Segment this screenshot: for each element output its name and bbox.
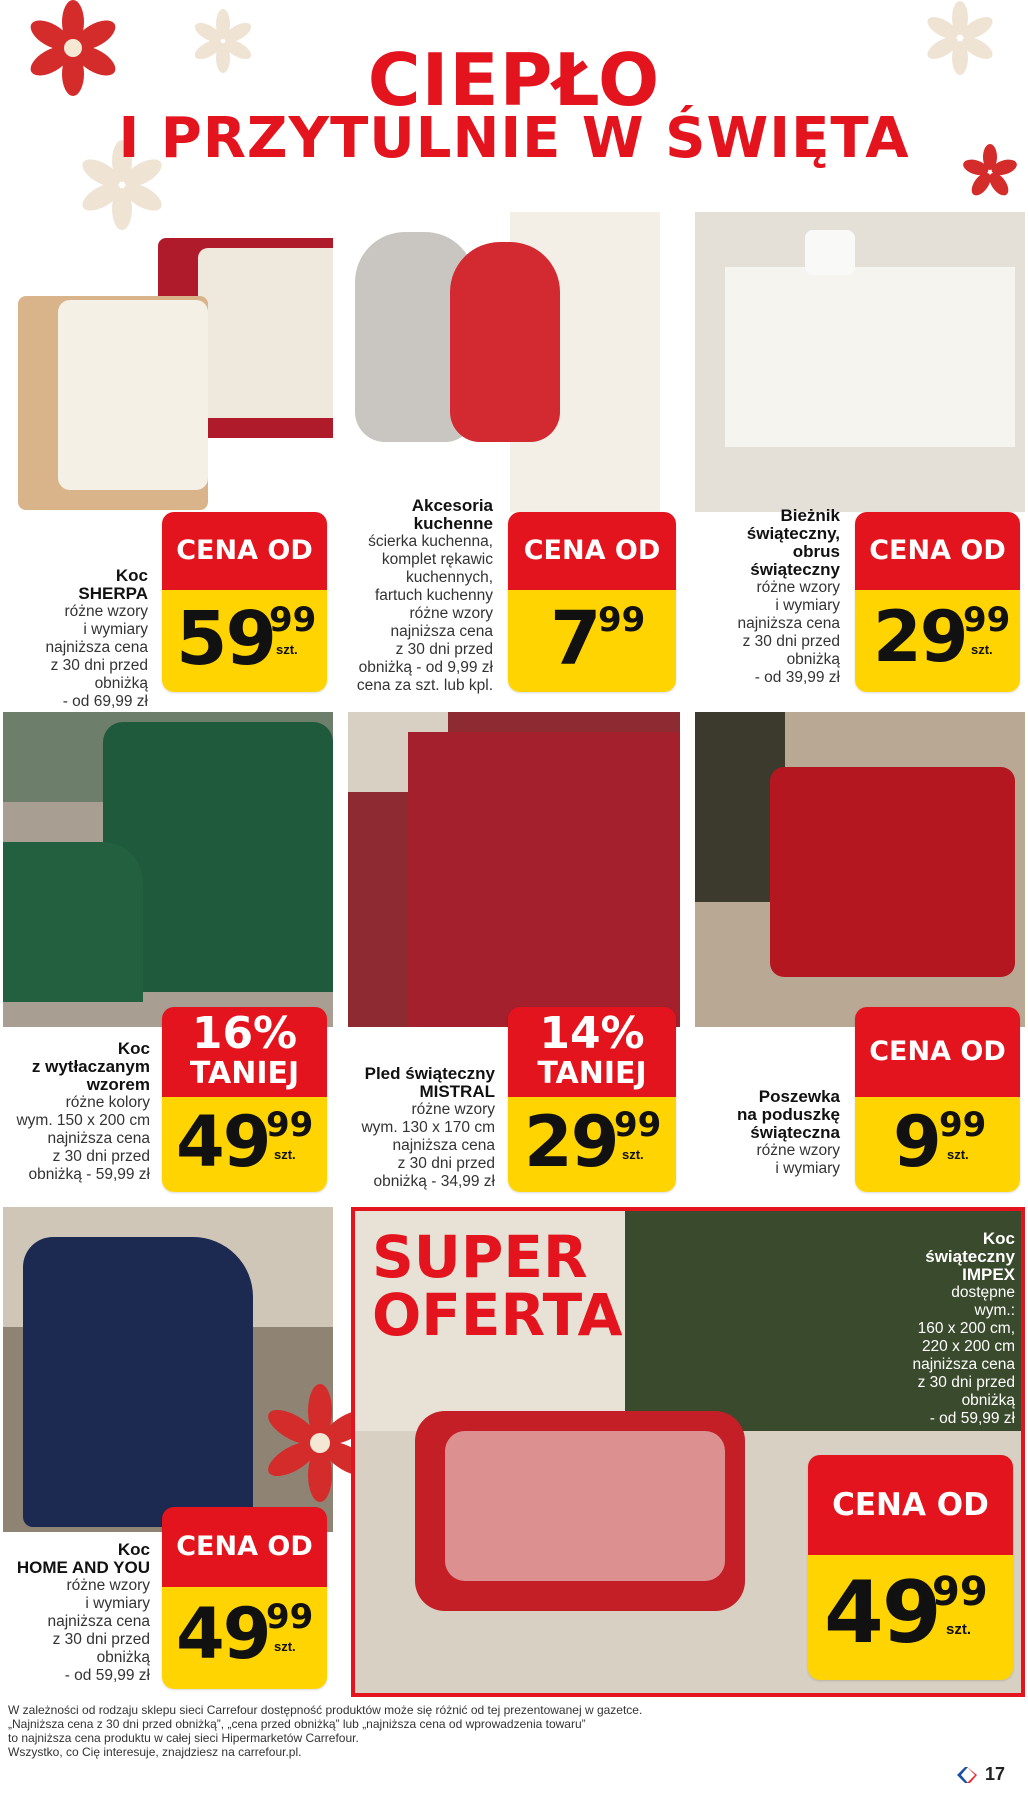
detail-line: wym. 150 x 200 cm (16, 1112, 150, 1129)
price-unit: szt. (947, 1147, 969, 1162)
detail-line: i wymiary (83, 621, 148, 638)
detail-line: cena za szt. lub kpl. (356, 677, 493, 694)
product-name: IMPEX (962, 1265, 1015, 1284)
footer-line: „Najniższa cena z 30 dni przed obniżką”, „cena przed obniżką” lub „najniższa cena od wprowadzenia towaru” (8, 1717, 586, 1731)
product-image-poszewka (695, 712, 1025, 1027)
detail-line: obniżką - 59,99 zł (28, 1166, 150, 1183)
badge-label: CENA OD (855, 512, 1020, 590)
detail-line: różne wzory (409, 605, 493, 622)
price-decimal: 99 (598, 600, 646, 640)
product-image-koc-sherpa (18, 238, 333, 510)
product-name: Pled świąteczny (364, 1064, 495, 1083)
detail-line: ścierka kuchenna, (368, 533, 493, 550)
footer-line: W zależności od rodzaju sklepu sieci Carrefour dostępność produktów może się różnić od tej prezentowanej w gazetce. (8, 1703, 643, 1717)
detail-line: 220 x 200 cm (921, 1338, 1015, 1355)
product-name: świąteczna (750, 1123, 840, 1142)
price-badge (162, 512, 327, 692)
detail-line: najniższa cena (912, 1356, 1015, 1373)
badge-label: CENA OD (162, 1507, 327, 1587)
price-decimal: 99 (266, 1597, 314, 1637)
price-integer: 59 (176, 596, 275, 682)
price-decimal: 99 (614, 1105, 662, 1145)
super-oferta-line1: SUPER (372, 1223, 588, 1291)
product-desc-koc-wytlaczany (0, 1040, 150, 1184)
detail-line: różne wzory (756, 1142, 840, 1159)
product-name: kuchenne (413, 514, 493, 533)
price-unit: szt. (274, 1639, 296, 1654)
detail-line: komplet rękawic (381, 551, 493, 568)
detail-line: różne wzory (64, 603, 148, 620)
price-decimal: 99 (932, 1569, 988, 1615)
detail-line: i wymiary (775, 597, 840, 614)
product-image-akcesoria-kuchenne (355, 212, 665, 512)
footer-line: Wszystko, co Cię interesuje, znajdziesz na carrefour.pl. (8, 1745, 302, 1759)
detail-line: obniżką (786, 651, 840, 668)
product-desc-koc-sherpa (18, 567, 148, 711)
detail-line: obniżką (961, 1392, 1015, 1409)
headline-line2: I PRZYTULNIE W ŚWIĘTA (118, 106, 910, 171)
detail-line: z 30 dni przed (397, 1155, 495, 1172)
detail-line: różne wzory (411, 1101, 495, 1118)
price-integer: 49 (824, 1563, 940, 1663)
price-unit: szt. (971, 642, 993, 657)
super-oferta-label (372, 1223, 623, 1349)
product-name: Bieżnik (780, 506, 840, 525)
discount-percent: 14% (539, 1008, 645, 1059)
price-badge (855, 512, 1020, 692)
detail-line: wym.: (974, 1302, 1015, 1319)
product-name: obrus (792, 542, 840, 561)
detail-line: najniższa cena (737, 615, 840, 632)
detail-line: z 30 dni przed (52, 1631, 150, 1648)
detail-line: z 30 dni przed (50, 657, 148, 674)
detail-line: kuchennych, (405, 569, 493, 586)
discount-percent: 16% (191, 1008, 298, 1059)
price-unit: szt. (276, 642, 298, 657)
detail-line: najniższa cena (47, 1130, 150, 1147)
detail-line: dostępne (951, 1284, 1015, 1301)
product-name: SHERPA (78, 584, 148, 603)
price-badge (808, 1455, 1013, 1680)
price-badge (162, 1507, 327, 1689)
badge-label: CENA OD (162, 512, 327, 590)
product-name: Koc (982, 1229, 1015, 1248)
detail-line: najniższa cena (45, 639, 148, 656)
price-integer: 29 (524, 1101, 618, 1183)
product-desc-poszewka (690, 1088, 840, 1178)
product-name: na poduszkę (737, 1105, 840, 1124)
product-desc-obrus (690, 507, 840, 687)
product-name: z wytłaczanym (31, 1057, 150, 1076)
detail-line: - od 69,99 zł (62, 693, 148, 710)
detail-line: najniższa cena (392, 1137, 495, 1154)
price-integer: 29 (873, 596, 967, 678)
product-desc-koc-impex (840, 1230, 1015, 1428)
price-badge (508, 1007, 676, 1192)
detail-line: różne wzory (756, 579, 840, 596)
detail-line: - od 39,99 zł (754, 669, 840, 686)
detail-line: wym. 130 x 170 cm (361, 1119, 495, 1136)
product-image-obrus (695, 212, 1025, 512)
detail-line: obniżką - 34,99 zł (373, 1173, 495, 1190)
product-name: HOME AND YOU (16, 1558, 150, 1577)
price-integer: 9 (893, 1101, 940, 1183)
detail-line: najniższa cena (47, 1613, 150, 1630)
price-unit: szt. (622, 1147, 644, 1162)
price-unit: szt. (274, 1147, 296, 1162)
headline-line1: CIEPŁO (367, 38, 661, 122)
product-name: MISTRAL (419, 1082, 495, 1101)
product-name: Koc (115, 566, 148, 585)
detail-line: i wymiary (775, 1160, 840, 1177)
detail-line: - od 59,99 zł (929, 1410, 1015, 1427)
discount-label: TANIEJ (189, 1056, 300, 1091)
badge-label: CENA OD (508, 512, 676, 590)
price-badge (508, 512, 676, 692)
detail-line: i wymiary (85, 1595, 150, 1612)
detail-line: różne wzory (66, 1577, 150, 1594)
product-name: świąteczny (750, 560, 840, 579)
price-integer: 49 (176, 1593, 270, 1675)
detail-line: z 30 dni przed (395, 641, 493, 658)
badge-label: CENA OD (855, 1007, 1020, 1097)
price-badge (162, 1007, 327, 1192)
detail-line: fartuch kuchenny (374, 587, 493, 604)
detail-line: obniżką (96, 1649, 150, 1666)
footer-disclaimer (8, 1703, 768, 1759)
detail-line: 160 x 200 cm, (917, 1320, 1015, 1337)
product-name: Koc (117, 1540, 150, 1559)
detail-line: - od 59,99 zł (64, 1667, 150, 1684)
product-desc-pled (340, 1065, 495, 1191)
product-image-koc-zielony (3, 712, 333, 1027)
carrefour-logo-icon (955, 1766, 977, 1784)
super-oferta-line2: OFERTA (372, 1281, 623, 1349)
price-decimal: 99 (939, 1105, 987, 1145)
detail-line: z 30 dni przed (52, 1148, 150, 1165)
detail-line: z 30 dni przed (917, 1374, 1015, 1391)
detail-line: różne kolory (65, 1094, 150, 1111)
discount-label: TANIEJ (537, 1056, 647, 1091)
price-unit: szt. (946, 1621, 972, 1638)
detail-line: obniżką (94, 675, 148, 692)
page-number: 17 (985, 1764, 1006, 1784)
product-image-pled-mistral (348, 712, 680, 1027)
price-decimal: 99 (963, 600, 1011, 640)
price-decimal: 99 (269, 600, 317, 640)
product-name: Akcesoria (411, 496, 493, 515)
price-decimal: 99 (266, 1105, 314, 1145)
product-name: Koc (117, 1039, 150, 1058)
detail-line: z 30 dni przed (742, 633, 840, 650)
product-name: Poszewka (758, 1087, 840, 1106)
badge-label: CENA OD (808, 1455, 1013, 1555)
product-name: wzorem (86, 1075, 150, 1094)
price-integer: 7 (550, 596, 600, 682)
product-name: świąteczny (925, 1247, 1015, 1266)
product-desc-akcesoria (318, 497, 493, 695)
footer-line: to najniższa cena produktu w całej sieci Hipermarketów Carrefour. (8, 1731, 359, 1745)
price-badge (855, 1007, 1020, 1192)
detail-line: najniższa cena (390, 623, 493, 640)
product-name: świąteczny, (746, 524, 840, 543)
price-integer: 49 (176, 1101, 270, 1183)
detail-line: obniżką - od 9,99 zł (358, 659, 493, 676)
product-desc-koc-home (0, 1541, 150, 1685)
